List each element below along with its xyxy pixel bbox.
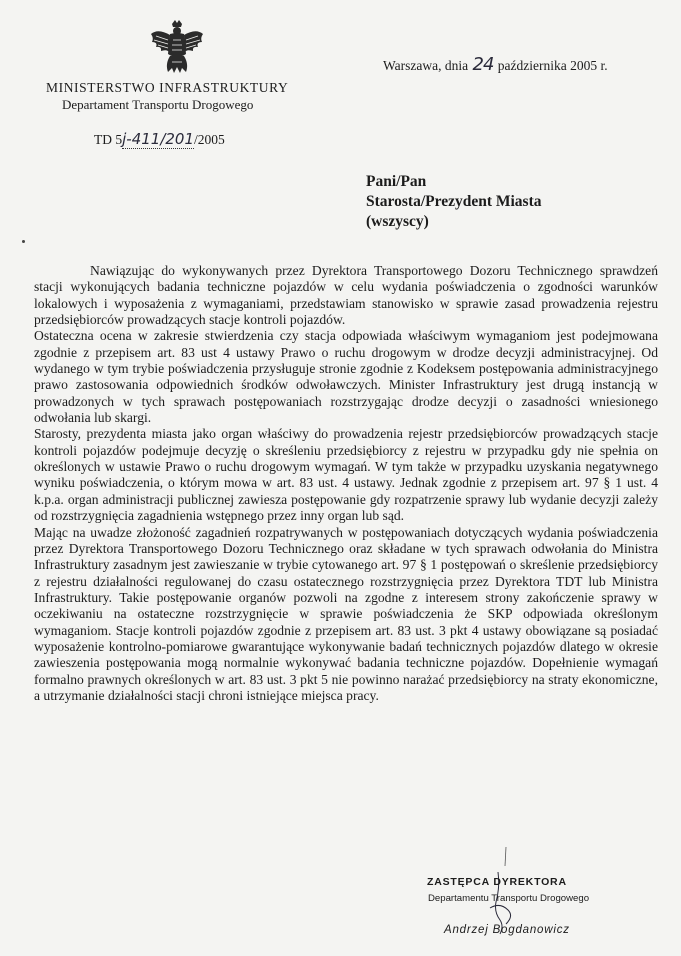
signatory-name: Andrzej Bogdanowicz bbox=[444, 924, 570, 936]
date-day-handwritten: 24 bbox=[472, 54, 494, 75]
body-paragraph-3: Starosty, prezydenta miasta jako organ właściwy do prowadzenia rejestr przedsiębiorców prowadzących stacje kontroli pojazdów podejmuje decyzję o skreśleniu przedsiębiorcy z rejestru w przypadku gdy nie spełnia on określonych w ustawie Prawo o ruchu drogowym wymagań. W tym także w przypadku uzyskania negatywnego wyniku poświadczenia, o którym mowa w art. 83 ust. 4 ustawy. Jednak zgodnie z przepisem art. 97 § 1 ust. 4 k.p.a. organ administracji publicznej zawiesza postępowanie gdy rozpatrzenie sprawy lub wydanie decyzji zależy od rozstrzygnięcia zagadnienia wstępnego przez inny organ lub sąd. bbox=[34, 426, 658, 524]
body-paragraph-4: Mając na uwadze złożoność zagadnień rozpatrywanych w postępowaniach dotyczących wydania poświadczenia przez Dyrektora Transportowego Dozoru Technicznego oraz składane w tych sprawach odwołania do Ministra Infrastruktury zasadnym jest zawieszanie w trybie cytowanego art. 97 § 1 postępowań o skreślenie przedsiębiorcy z rejestru działalności regulowanej do czasu ostatecznego rozstrzygnięcia przez Dyrektora TDT lub Ministra Infrastruktury. Takie postępowanie organów pozwoli na zgodne z interesem strony zakończenie sprawy w oczekiwaniu na ostateczne rozstrzygnięcie w sprawie poświadczenia że SKP odpowiada określonym wymaganiom. Stacje kontroli pojazdów zgodnie z przepisem art. 83 ust. 3 pkt 4 ustawy obowiązane są posiadać wyposażenie kontrolno-pomiarowe gwarantujące wykonywanie badań technicznych pojazdów dlatego w okresie zawieszenia postępowania mogą normalnie wykonywać badania techniczne pojazdów. Dopełnienie wymagań formalno prawnych określonych w art. 83 ust. 3 pkt 5 nie powinno narażać przedsiębiorcy na straty ekonomiczne, a utrzymanie działalności stacji chroni istniejące miejsca pracy. bbox=[34, 524, 658, 703]
place-and-date bbox=[383, 54, 608, 75]
addressee-line-2: Starosta/Prezydent Miasta bbox=[366, 193, 542, 210]
date-prefix: Warszawa, dnia bbox=[383, 58, 472, 73]
letter-body bbox=[34, 263, 658, 704]
addressee-block bbox=[366, 172, 542, 232]
department-name: Departament Transportu Drogowego bbox=[62, 97, 254, 112]
polish-eagle-emblem-icon bbox=[148, 18, 206, 78]
date-suffix: października 2005 r. bbox=[494, 58, 608, 73]
reference-handwritten: j-411/201 bbox=[122, 130, 195, 148]
body-paragraph-1: Nawiązując do wykonywanych przez Dyrektora Transportowego Dozoru Technicznego sprawdzeń stacji wykonujących badania techniczne pojazdów w celu wydania poświadczenia o zgodności warunków lokalowych i wyposażenia z wymaganiami, przedstawiam stanowisko w sprawie zasad prowadzenia rejestru przedsiębiorców prowadzących stacje kontroli pojazdów. bbox=[34, 263, 658, 328]
ministry-name: MINISTERSTWO INFRASTRUKTURY bbox=[46, 80, 289, 95]
addressee-line-3: (wszyscy) bbox=[366, 213, 429, 230]
scan-speck bbox=[22, 240, 25, 243]
reference-prefix: TD 5 bbox=[94, 132, 123, 147]
reference-suffix: /2005 bbox=[194, 132, 225, 147]
signatory-department: Departamentu Transportu Drogowego bbox=[428, 893, 590, 904]
addressee-line-1: Pani/Pan bbox=[366, 173, 427, 190]
reference-number bbox=[94, 130, 225, 148]
signatory-title: ZASTĘPCA DYREKTORA bbox=[427, 876, 567, 888]
margin-pen-mark bbox=[500, 846, 512, 868]
body-paragraph-2: Ostateczna ocena w zakresie stwierdzenia czy stacja odpowiada właściwym wymaganiom jest podejmowana zgodnie z przepisem art. 83 ust 4 ustawy Prawo o ruchu drogowym w drodze decyzji administracyjnej. Od wydanego w tym trybie poświadczenia przysługuje stronie zgodnie z Kodeksem postępowania administracyjnego prawo zastosowania odpowiednich środków odwoławczych. Minister Infrastruktury jest drugą instancją w prowadzonych w tych sprawach postępowaniach rozstrzygając drodze decyzji o zasadności wniesionego odwołania lub skargi. bbox=[34, 328, 658, 426]
